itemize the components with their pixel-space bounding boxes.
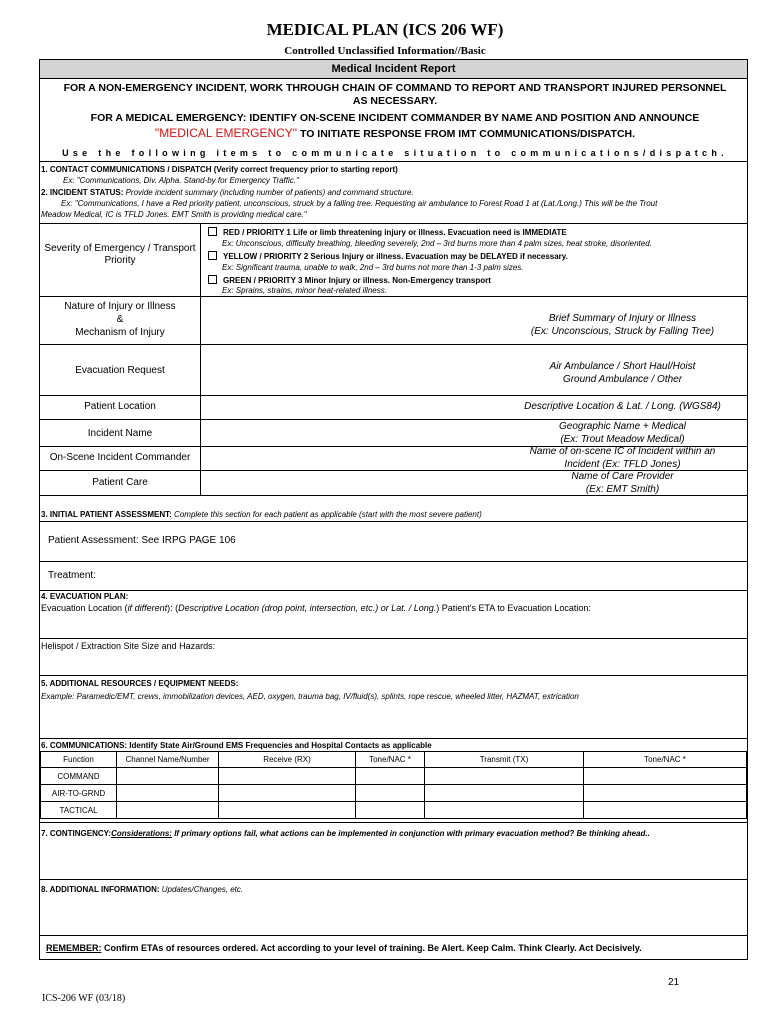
remember-label: REMEMBER: — [46, 943, 102, 953]
section2-title: 2. INCIDENT STATUS: — [41, 188, 124, 197]
table-row — [41, 802, 747, 819]
incident-hint-line2: (Ex: Trout Meadow Medical) — [560, 433, 685, 445]
incident-hint-line1: Geographic Name + Medical — [558, 421, 686, 432]
channel-cell[interactable] — [117, 768, 219, 785]
receive-cell[interactable] — [219, 802, 356, 819]
commander-hint-line2: Incident (Ex: TFLD Jones) — [564, 458, 681, 470]
divider — [40, 161, 747, 162]
divider — [40, 879, 747, 880]
communications-table — [40, 751, 747, 819]
remember-text: Confirm ETAs of resources ordered. Act according to your level of training. Be Alert. Keep Calm. Think Clearly. Act Decisively. — [101, 943, 642, 953]
receive-cell[interactable] — [219, 785, 356, 802]
patient-care-label: Patient Care — [92, 477, 148, 488]
divider — [40, 638, 747, 639]
patient-location-label: Patient Location — [84, 401, 156, 412]
section-header: Medical Incident Report — [40, 60, 747, 79]
priority-yellow-example: Ex: Significant trauma, unable to walk, 2nd – 3rd burns not more than 1-3 palm sizes. — [222, 263, 524, 272]
priority-green-label: GREEN / PRIORITY 3 Minor Injury or illness. Non-Emergency transport — [223, 276, 491, 285]
medical-emergency-phrase: "MEDICAL EMERGENCY" — [154, 126, 298, 140]
section1-example: Ex: "Communications, Div. Alpha. Stand-by for Emergency Traffic." — [63, 176, 299, 185]
evacuation-request-label: Evacuation Request — [75, 365, 165, 376]
non-emergency-instruction: FOR A NON-EMERGENCY INCIDENT, WORK THROUGH CHAIN OF COMMAND TO REPORT AND TRANSPORT INJURED PERSONNEL AS NECESSARY. — [63, 82, 727, 107]
section7-title: 7. CONTINGENCY: — [41, 829, 112, 838]
nature-hint-line2: (Ex: Unconscious, Struck by Falling Tree) — [530, 326, 715, 337]
nature-field[interactable] — [201, 297, 747, 343]
priority-red-label: RED / PRIORITY 1 Life or limb threatening injury or illness. Evacuation need is IMMEDIATE — [223, 228, 567, 237]
incident-name-label: Incident Name — [87, 428, 153, 439]
section2-heading — [41, 188, 414, 197]
transmit-cell[interactable] — [425, 785, 584, 802]
table-header: Channel Name/Number — [117, 752, 219, 768]
incident-name-field[interactable] — [201, 420, 747, 445]
use-following-instruction: Use the following items to communicate situation to communications/dispatch. — [62, 148, 728, 158]
commander-field[interactable] — [201, 447, 747, 469]
section8-note: Updates/Changes, etc. — [159, 885, 244, 894]
helispot-label: Helispot / Extraction Site Size and Hazards: — [41, 641, 216, 651]
tone-cell[interactable] — [356, 768, 425, 785]
priority-yellow-checkbox[interactable] — [208, 251, 217, 260]
emergency-announce-text: TO INITIATE RESPONSE FROM IMT COMMUNICATIONS/DISPATCH. — [297, 128, 636, 140]
priority-yellow-option[interactable] — [208, 251, 568, 261]
treatment-field[interactable] — [41, 562, 747, 589]
care-hint-line1: Name of Care Provider — [571, 471, 674, 482]
function-cell: AIR-TO-GRND — [41, 785, 117, 802]
care-hint-line2: (Ex: EMT Smith) — [585, 483, 660, 495]
nature-label — [40, 300, 200, 339]
section5-example: Example: Paramedic/EMT, crews, immobilization devices, AED, oxygen, trauma bag, IV/fluid(s), splints, rope rescue, wheeled litter, HAZMAT, extrication — [41, 692, 579, 701]
section1-title: 1. CONTACT COMMUNICATIONS / DISPATCH — [41, 165, 212, 174]
table-header: Tone/NAC * — [584, 752, 747, 768]
nature-hint-line1: Brief Summary of Injury or Illness — [548, 313, 697, 324]
considerations-label: Considerations: — [111, 829, 172, 838]
nature-label-line3: Mechanism of Injury — [75, 327, 165, 338]
table-header: Receive (RX) — [219, 752, 356, 768]
priority-red-example: Ex: Unconscious, difficulty breathing, bleeding severely, 2nd – 3rd burns more than 4 palm sizes, heat stroke, disoriented. — [222, 239, 652, 248]
evac-text-d: Descriptive Location (drop point, intersection, etc.) or Lat. / Long. — [178, 603, 437, 613]
section5-title: 5. ADDITIONAL RESOURCES / EQUIPMENT NEEDS: — [41, 679, 239, 688]
table-row — [41, 785, 747, 802]
priority-green-checkbox[interactable] — [208, 275, 217, 284]
section2-example-1: Ex: "Communications, I have a Red priority patient, unconscious, struck by a falling tree. Requesting air ambulance to Forest Road 1 at (Lat./Long.) This will be the Trout — [61, 199, 658, 208]
patient-location-hint: Descriptive Location & Lat. / Long. (WGS84) — [524, 401, 721, 412]
priority-red-checkbox[interactable] — [208, 227, 217, 236]
helispot-field[interactable] — [41, 652, 747, 674]
section7-heading — [41, 829, 650, 838]
divider — [40, 675, 747, 676]
table-header: Transmit (TX) — [425, 752, 584, 768]
commander-hint-line1: Name of on-scene IC of Incident within an — [529, 446, 716, 457]
section2-example-2: Meadow Medical, IC is TFLD Jones. EMT Smith is providing medical care." — [41, 210, 307, 219]
patient-care-field[interactable] — [201, 471, 747, 494]
patient-assessment-field[interactable] — [41, 522, 747, 560]
evac-text-a: Evacuation Location ( — [41, 603, 128, 613]
tone-cell[interactable] — [584, 768, 747, 785]
channel-cell[interactable] — [117, 785, 219, 802]
table-header-row — [41, 752, 747, 768]
patient-location-field[interactable] — [201, 396, 747, 418]
transmit-cell[interactable] — [425, 802, 584, 819]
divider — [40, 223, 747, 224]
divider — [40, 935, 747, 936]
contingency-field[interactable] — [41, 842, 747, 878]
section8-heading — [41, 885, 243, 894]
tone-cell[interactable] — [584, 802, 747, 819]
priority-green-example: Ex: Sprains, strains, minor heat-related illness. — [222, 286, 387, 295]
tone-cell[interactable] — [356, 802, 425, 819]
remember-note — [46, 943, 642, 953]
page-number: 21 — [668, 977, 680, 988]
section3-title: 3. INITIAL PATIENT ASSESSMENT: — [41, 510, 172, 519]
section2-note: Provide incident summary (including number of patients) and command structure. — [123, 188, 414, 197]
table-row — [41, 768, 747, 785]
tone-cell[interactable] — [584, 785, 747, 802]
evacuation-location-label — [41, 603, 591, 613]
section3-note: Complete this section for each patient as applicable (start with the most severe patient) — [171, 510, 482, 519]
priority-yellow-label: YELLOW / PRIORITY 2 Serious Injury or illness. Evacuation may be DELAYED if necessary. — [223, 252, 568, 261]
nature-label-line1: Nature of Injury or Illness — [64, 301, 176, 312]
section8-title: 8. ADDITIONAL INFORMATION: — [41, 885, 160, 894]
severity-label: Severity of Emergency / Transport Priority — [44, 243, 196, 266]
emergency-announce-line — [45, 126, 745, 140]
divider — [40, 822, 747, 823]
resources-field[interactable] — [41, 703, 747, 737]
form-identifier: ICS-206 WF (03/18) — [42, 993, 126, 1004]
nature-label-line2: & — [116, 314, 124, 325]
treatment-label: Treatment: — [48, 570, 96, 581]
divider — [40, 738, 747, 739]
table-header: Function — [41, 752, 117, 768]
commander-label: On-Scene Incident Commander — [49, 452, 191, 463]
evacuation-location-field[interactable] — [41, 614, 747, 637]
priority-green-option[interactable] — [208, 275, 491, 285]
section4-title: 4. EVACUATION PLAN: — [41, 592, 129, 601]
evac-text-e: ) Patient's ETA to Evacuation Location: — [436, 603, 591, 613]
receive-cell[interactable] — [219, 768, 356, 785]
function-cell: COMMAND — [41, 768, 117, 785]
patient-assessment-label: Patient Assessment: See IRPG PAGE 106 — [48, 535, 236, 546]
section3-heading — [41, 510, 482, 519]
section1-heading — [41, 165, 398, 174]
tone-cell[interactable] — [356, 785, 425, 802]
channel-cell[interactable] — [117, 802, 219, 819]
evac-text-b: if different — [127, 603, 168, 613]
priority-red-option[interactable] — [208, 227, 567, 237]
evac-text-c: ): ( — [167, 603, 179, 613]
evac-hint-line1: Air Ambulance / Short Haul/Hoist — [549, 361, 696, 372]
evacuation-request-field[interactable] — [201, 345, 747, 394]
classification-subtitle: Controlled Unclassified Information//Basic — [284, 45, 486, 57]
transmit-cell[interactable] — [425, 768, 584, 785]
emergency-instruction: FOR A MEDICAL EMERGENCY: IDENTIFY ON-SCENE INCIDENT COMMANDER BY NAME AND POSITION AND ANNOUNCE — [90, 112, 700, 124]
section1-note: (Verify correct frequency prior to starting report) — [211, 165, 398, 174]
divider — [40, 495, 747, 496]
evac-hint-line2: Ground Ambulance / Other — [562, 374, 683, 385]
additional-info-field[interactable] — [41, 896, 747, 934]
section7-note: If primary options fail, what actions can be implemented in conjunction with primary evacuation method? Be thinking ahead.. — [171, 829, 650, 838]
function-cell: TACTICAL — [41, 802, 117, 819]
section6-title: 6. COMMUNICATIONS: Identify State Air/Ground EMS Frequencies and Hospital Contacts as applicable — [41, 741, 432, 750]
page-title: MEDICAL PLAN (ICS 206 WF) — [266, 20, 504, 39]
table-header: Tone/NAC * — [356, 752, 425, 768]
divider — [40, 590, 747, 591]
